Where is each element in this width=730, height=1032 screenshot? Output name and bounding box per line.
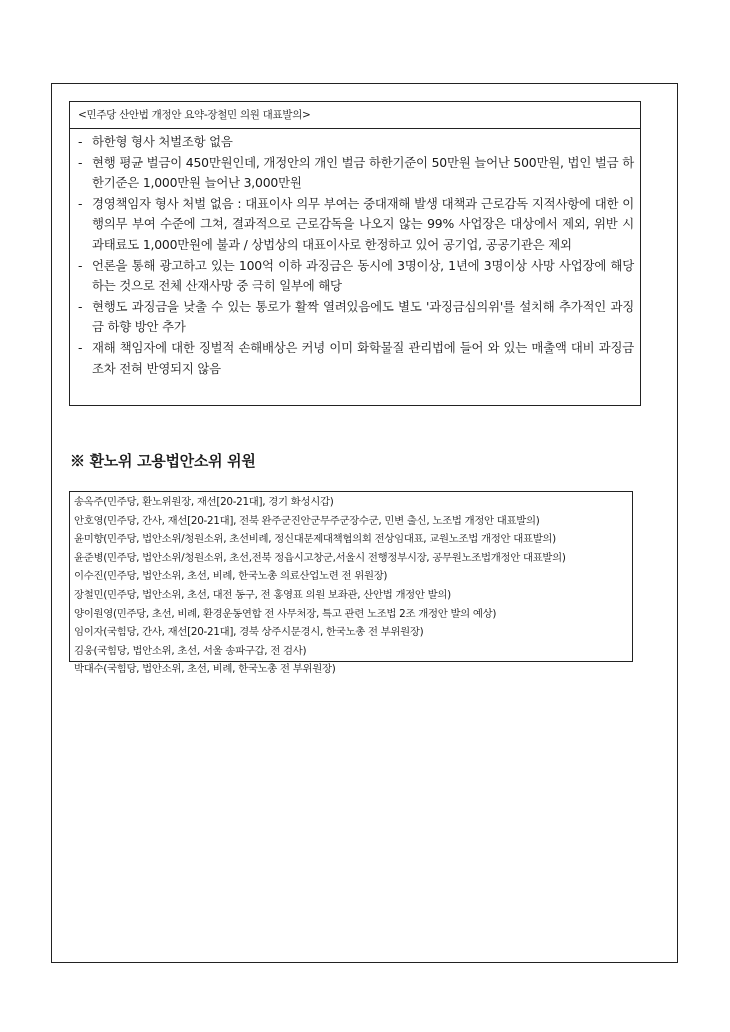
member-line: 안호영(민주당, 간사, 재선[20-21대], 전북 완주군진안군무주군장수군, 민변 출신, 노조법 개정안 대표발의) — [74, 514, 540, 527]
summary-bullet — [78, 338, 634, 379]
summary-bullet — [78, 132, 634, 153]
summary-bullet-list — [70, 129, 640, 379]
bullet-dash: - — [78, 154, 83, 170]
summary-bullet — [78, 194, 634, 256]
bullet-text: 경영책임자 형사 처벌 없음 : 대표이사 의무 부여는 중대재해 발생 대책과 근로감독 지적사항에 대한 이행의무 부여 수준에 그쳐, 결과적으로 근로감독을 나오지 않는 99% 사업장은 대상에서 제외, 위반 시 과태료도 1,000만원에 불과 / 상법상의 대표이사로 한정하고 있어 공기업, 공공기관은 제외 — [92, 195, 634, 252]
summary-bullet — [78, 256, 634, 297]
bullet-text: 현행 평균 벌금이 450만원인데, 개정안의 개인 벌금 하한기준이 50만원 늘어난 500만원, 법인 벌금 하한기준은 1,000만원 늘어난 3,000만원 — [92, 154, 634, 191]
bullet-dash: - — [78, 195, 83, 211]
bullet-text: 현행도 과징금을 낮출 수 있는 통로가 활짝 열려있음에도 별도 '과징금심의위'를 설치해 추가적인 과징금 하향 방안 추가 — [92, 298, 634, 335]
bullet-text: 재해 책임자에 대한 징벌적 손해배상은 커녕 이미 화학물질 관리법에 들어 와 있는 매출액 대비 과징금조차 전혀 반영되지 않음 — [92, 339, 634, 376]
section-heading: ※ 환노위 고용법안소위 위원 — [70, 452, 256, 470]
member-line: 장철민(민주당, 법안소위, 초선, 대전 동구, 전 홍영표 의원 보좌관, 산안법 개정안 발의) — [74, 588, 451, 601]
summary-title: <민주당 산안법 개정안 요약-장철민 의원 대표발의> — [70, 102, 640, 129]
bullet-dash: - — [78, 134, 83, 149]
bullet-text: 하한형 형사 처벌조항 없음 — [92, 134, 233, 149]
bullet-text: 언론을 통해 광고하고 있는 100억 이하 과징금은 동시에 3명이상, 1년에 3명이상 사망 사업장에 해당하는 것으로 전체 산재사망 중 극히 일부에 해당 — [92, 257, 634, 294]
summary-bullet — [78, 153, 634, 194]
members-box — [69, 491, 633, 676]
member-line: 김웅(국힘당, 법안소위, 초선, 서울 송파구갑, 전 검사) — [74, 644, 307, 657]
bullet-dash: - — [78, 257, 83, 273]
member-line: 양이원영(민주당, 초선, 비례, 환경운동연합 전 사무처장, 특고 관련 노조법 2조 개정안 발의 예상) — [74, 607, 497, 620]
bullet-dash: - — [78, 298, 83, 314]
member-line: 이수진(민주당, 법안소위, 초선, 비례, 한국노총 의료산업노련 전 위원장) — [74, 570, 388, 583]
member-line: 윤미향(민주당, 법안소위/청원소위, 초선비례, 정신대문제대책협의회 전상임대표, 교원노조법 개정안 대표발의) — [74, 533, 556, 546]
summary-bullet — [78, 297, 634, 338]
member-line: 송옥주(민주당, 환노위원장, 재선[20-21대], 경기 화성시갑) — [74, 496, 334, 508]
bullet-dash: - — [78, 339, 83, 355]
member-line: 임이자(국힘당, 간사, 재선[20-21대], 경북 상주시문경시, 한국노총 전 부위원장) — [74, 626, 424, 639]
member-line: 윤준병(민주당, 법안소위/청원소위, 초선,전북 정읍시고창군,서울시 전행정부시장, 공무원노조법개정안 대표발의) — [74, 551, 566, 564]
member-line: 박대수(국힘당, 법안소위, 초선, 비례, 한국노총 전 부위원장) — [74, 663, 336, 676]
summary-box — [69, 101, 641, 406]
